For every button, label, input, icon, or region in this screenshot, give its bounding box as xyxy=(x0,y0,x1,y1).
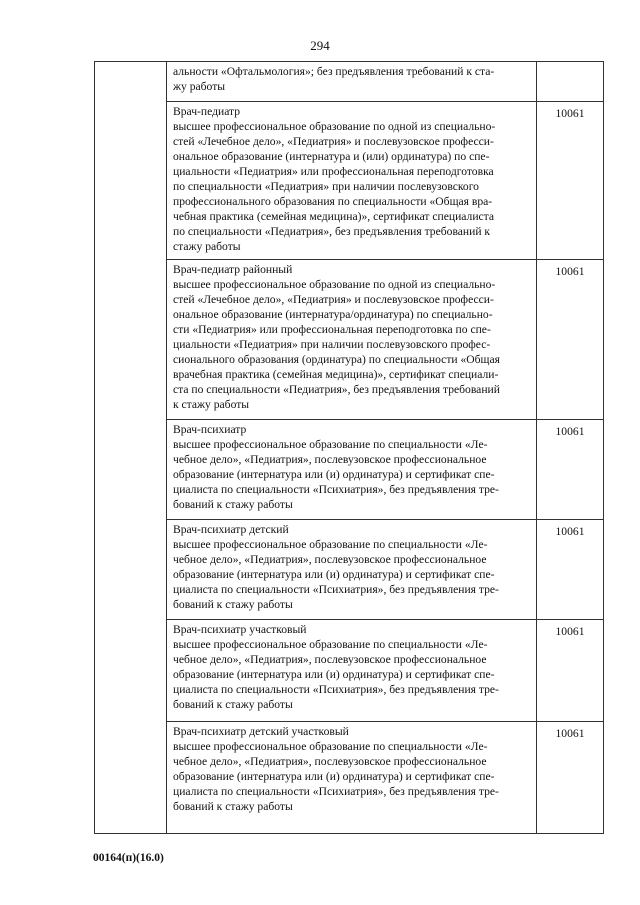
code-value: 10061 xyxy=(555,525,585,538)
qualification-table xyxy=(94,61,604,834)
description-cell xyxy=(167,260,537,420)
description-text: высшее профессиональное образование по специальности «Ле- чебное дело», «Педиатрия», послевузовское профессиональное образование (интернатура или (и) ординатура) и сертификат спе- циалиста по специальности «Психиатрия», без предъявления тре- бований к стажу работы xyxy=(173,538,499,611)
description-text: высшее профессиональное образование по специальности «Ле- чебное дело», «Педиатрия», послевузовское профессиональное образование (интернатура или (и) ординатура) и сертификат спе- циалиста по специальности «Психиатрия», без предъявления тре- бований к стажу работы xyxy=(173,638,499,711)
group-cell xyxy=(95,62,167,834)
code-cell xyxy=(537,102,604,260)
code-cell xyxy=(537,722,604,834)
code-value: 10061 xyxy=(555,727,585,740)
code-cell xyxy=(537,260,604,420)
document-code-footer: 00164(п)(16.0) xyxy=(93,852,164,864)
position-title: Врач-педиатр районный xyxy=(173,263,293,276)
code-value: 10061 xyxy=(555,425,585,438)
description-cell xyxy=(167,102,537,260)
code-value: 10061 xyxy=(555,265,585,278)
description-text: высшее профессиональное образование по одной из специально- стей «Лечебное дело», «Педиатрия» и послевузовское професси- ональное образование (интернатура и (или) ординатура) по спе- циальности «Педиатрия» или профессиональная переподготовка по специальности «Педиатрия» при наличии послевузовского профессионального образования по специальности «Общая вра- чебная практика (семейная медицина)», сертификат специалиста по специальности «Педиатрия», без предъявления требований к стажу работы xyxy=(173,120,496,253)
code-cell xyxy=(537,620,604,722)
code-value: 10061 xyxy=(555,107,585,120)
table-row xyxy=(95,62,604,102)
description-cell xyxy=(167,420,537,520)
table-row xyxy=(95,722,604,834)
code-value: 10061 xyxy=(555,625,585,638)
description-cell xyxy=(167,620,537,722)
description-cell xyxy=(167,520,537,620)
description-cell xyxy=(167,62,537,102)
code-cell xyxy=(537,520,604,620)
code-cell xyxy=(537,420,604,520)
table-row xyxy=(95,260,604,420)
position-title: Врач-психиатр детский xyxy=(173,523,289,536)
table-row xyxy=(95,102,604,260)
position-title: Врач-психиатр xyxy=(173,423,247,436)
description-text: высшее профессиональное образование по специальности «Ле- чебное дело», «Педиатрия», послевузовское профессиональное образование (интернатура или (и) ординатура) и сертификат спе- циалиста по специальности «Психиатрия», без предъявления тре- бований к стажу работы xyxy=(173,740,499,813)
position-title: Врач-педиатр xyxy=(173,105,241,118)
table-row xyxy=(95,520,604,620)
position-title: Врач-психиатр детский участковый xyxy=(173,725,349,738)
code-cell xyxy=(537,62,604,102)
position-title: Врач-психиатр участковый xyxy=(173,623,307,636)
description-text: высшее профессиональное образование по специальности «Ле- чебное дело», «Педиатрия», послевузовское профессиональное образование (интернатура или (и) ординатура) и сертификат спе- циалиста по специальности «Психиатрия», без предъявления тре- бований к стажу работы xyxy=(173,438,499,511)
code-value xyxy=(537,62,603,66)
table-row xyxy=(95,420,604,520)
description-text: высшее профессиональное образование по одной из специально- стей «Лечебное дело», «Педиатрия» и послевузовское професси- ональное образование (интернатура/ординатура) по специально- сти «Педиатрия» или профессиональная переподготовка по спе- циальности «Педиатрия» при наличии послевузовского профес- сионального образования (ординатура) по специальности «Общая врачебная практика (семейная медицина)», сертификат специали- ста по специальности «Педиатрия», без предъявления требований к стажу работы xyxy=(173,278,500,411)
description-text: альности «Офтальмология»; без предъявления требований к ста- жу работы xyxy=(173,65,495,93)
page-number: 294 xyxy=(310,38,330,53)
description-cell xyxy=(167,722,537,834)
table-row xyxy=(95,620,604,722)
